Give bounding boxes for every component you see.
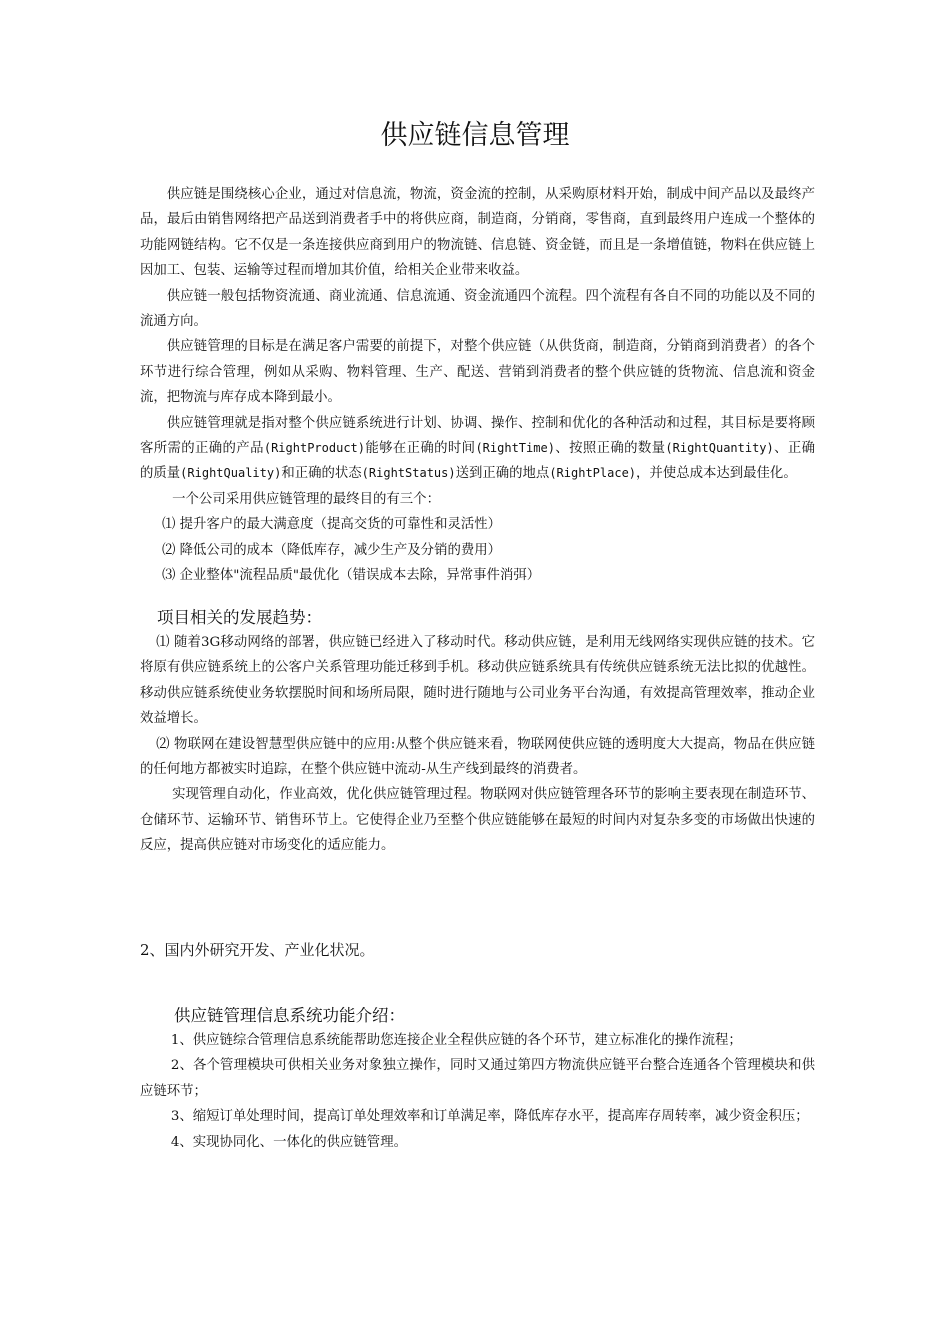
intro-paragraph-1: 供应链是围绕核心企业，通过对信息流，物流，资金流的控制，从采购原材料开始，制成中间产品以及最终产品，最后由销售网络把产品送到消费者手中的将供应商，制造商，分销商，零售商，直到最终用户连成一个整体的功能网链结构。它不仅是一条连接供应商到用户的物流链、信息链、资金链，而且是一条增值链，物料在供应链上因加工、包装、运输等过程而增加其价值，给相关企业带来收益。 [140, 187, 815, 279]
term-right-status: (RightStatus) [361, 466, 456, 481]
intro-paragraph-2: 供应链一般包括物资流通、商业流通、信息流通、资金流通四个流程。四个流程有各自不同的功能以及不同的流通方向。 [140, 288, 815, 330]
trend-item: ⑴ 随着3G移动网络的部署，供应链已经进入了移动时代。移动供应链，是利用无线网络实现供应链的技术。它将原有供应链系统上的公客户关系管理功能迁移到手机。移动供应链系统具有传统供应链系统无法比拟的优越性。移动供应链系统使业务软摆脱时间和场所局限，随时进行随地与公司业务平台沟通，有效提高管理效率，推动企业效益增长。 [140, 635, 815, 727]
term-right-quality: (RightQuality) [180, 466, 282, 481]
term-right-time: (RightTime) [475, 441, 555, 456]
scm-definition-text: 送到正确的地点 [455, 466, 550, 482]
scm-definition-paragraph [140, 411, 815, 487]
term-right-quantity: (RightQuantity) [665, 441, 774, 456]
trends-section [140, 630, 815, 859]
intro-section [140, 182, 815, 589]
intro-paragraph-3: 供应链管理的目标是在满足客户需要的前提下，对整个供应链（从供货商，制造商，分销商到消费者）的各个环节进行综合管理，例如从采购、物料管理、生产、配送、营销到消费者的整个供应链的货物流、信息流和资金流，把物流与库存成本降到最小。 [140, 339, 815, 406]
goal-item: ⑶ 企业整体"流程品质"最优化（错误成本去除，异常事件消弭） [162, 568, 541, 584]
features-list [140, 1028, 815, 1155]
feature-item: 1、供应链综合管理信息系统能帮助您连接企业全程供应链的各个环节，建立标准化的操作流程； [170, 1033, 742, 1048]
term-right-place: (RightPlace) [549, 466, 637, 481]
goals-intro: 一个公司采用供应链管理的最终目的有三个： [172, 491, 440, 507]
trend-item: ⑵ 物联网在建设智慧型供应链中的应用:从整个供应链来看，物联网使供应链的透明度大大提高，物品在供应链的任何地方都被实时追踪，在整个供应链中流动-从生产线到最终的消费者。 [140, 736, 815, 778]
term-right-product: (RightProduct) [263, 441, 365, 456]
goal-item: ⑵ 降低公司的成本（降低库存，减少生产及分销的费用） [162, 542, 502, 558]
trends-heading: 项目相关的发展趋势： [157, 608, 322, 627]
scm-definition-text: 供应链管理就是指对整个供应链系统进行计划、协调、操作、控制和优化的各种活动和过程，其目标是要将顾客所需的正确的产品 [140, 415, 815, 457]
features-heading: 供应链管理信息系统功能介绍： [174, 1006, 405, 1025]
section-2-heading: 2、国内外研究开发、产业化状况。 [140, 941, 375, 959]
scm-definition-text: 能够在正确的时间 [365, 441, 476, 457]
scm-definition-text: 、正确的质量 [140, 441, 816, 482]
feature-item: 2、各个管理模块可供相关业务对象独立操作，同时又通过第四方物流供应链平台整合连通各个管理模块和供应链环节； [140, 1058, 815, 1099]
automation-paragraph: 实现管理自动化，作业高效，优化供应链管理过程。物联网对供应链管理各环节的影响主要表现在制造环节、仓储环节、运输环节、销售环节上。它使得企业乃至整个供应链能够在最短的时间内对复杂多变的市场做出快速的反应，提高供应链对市场变化的适应能力。 [140, 787, 815, 854]
page-title: 供应链信息管理 [380, 120, 570, 151]
feature-item: 4、实现协同化、一体化的供应链管理。 [170, 1134, 407, 1150]
scm-definition-text: 、按照正确的数量 [554, 441, 666, 457]
scm-definition-text: 和正确的状态 [281, 466, 362, 482]
goal-item: ⑴ 提升客户的最大满意度（提高交货的可靠性和灵活性） [162, 517, 502, 533]
scm-definition-text: ，并使总成本达到最佳化。 [636, 466, 797, 482]
feature-item: 3、缩短订单处理时间，提高订单处理效率和订单满足率，降低库存水平，提高库存周转率，减少资金积压； [170, 1109, 809, 1125]
